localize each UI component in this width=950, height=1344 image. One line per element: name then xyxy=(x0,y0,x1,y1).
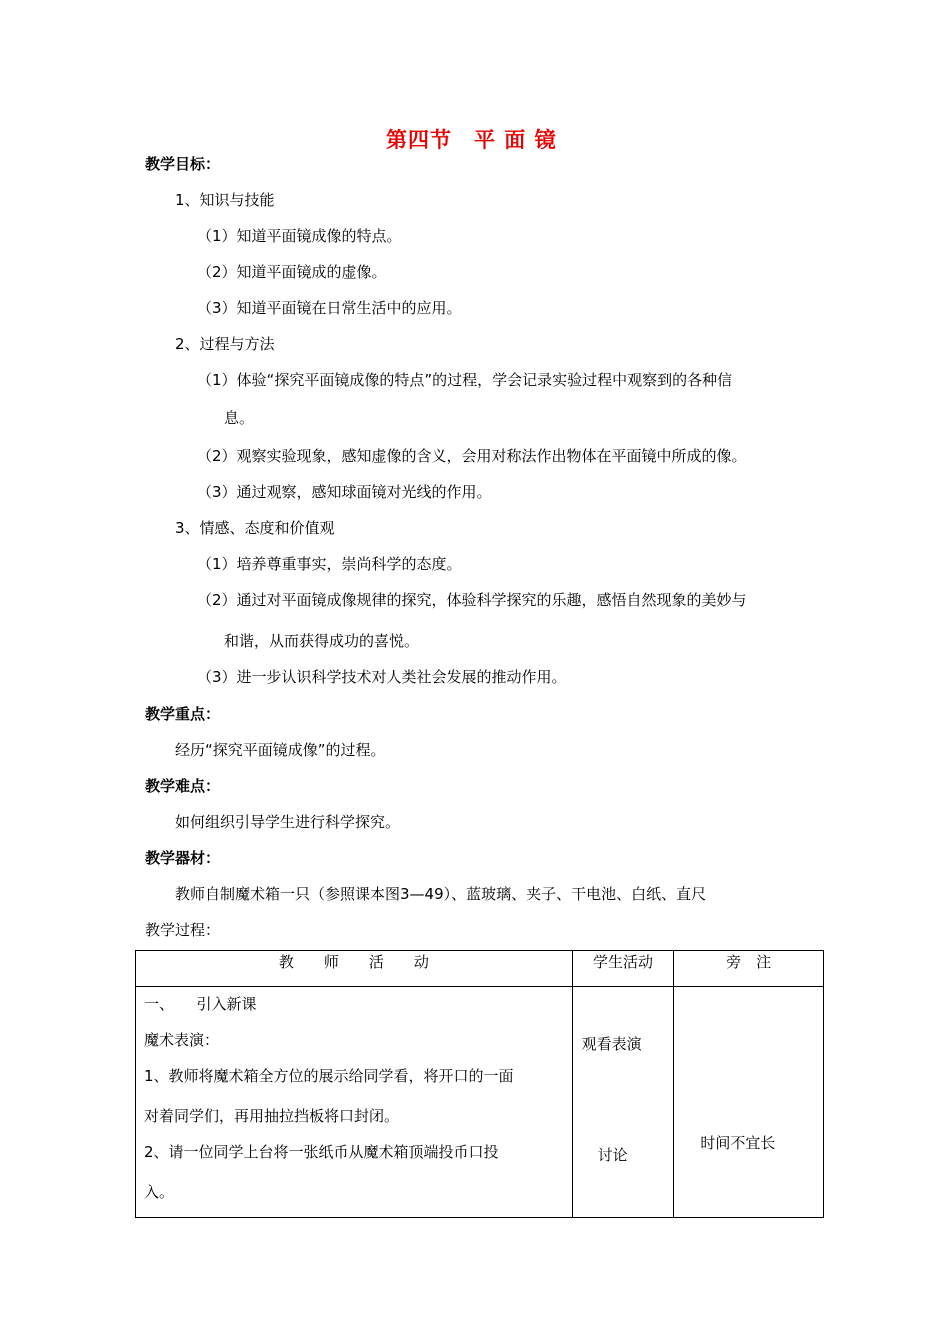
table-row xyxy=(136,987,824,1218)
note-cell xyxy=(674,987,824,1218)
objective-item: （2）知道平面镜成的虚像。 xyxy=(197,263,387,281)
section-knowledge: 1、知识与技能 xyxy=(175,191,275,209)
teacher-line: 魔术表演： xyxy=(144,1031,220,1049)
section-process: 2、过程与方法 xyxy=(175,335,275,353)
teacher-activity-cell xyxy=(136,987,573,1218)
teacher-line: 2、请一位同学上台将一张纸币从魔术箱顶端投币口投 xyxy=(144,1143,499,1161)
objective-item: （3）知道平面镜在日常生活中的应用。 xyxy=(197,299,462,317)
materials-text: 教师自制魔术箱一只（参照课本图3—49）、蓝玻璃、夹子、干电池、白纸、直尺 xyxy=(175,885,707,903)
process-table xyxy=(135,950,824,1218)
note-header: 旁 注 xyxy=(674,951,824,987)
key-point-heading: 教学重点： xyxy=(145,705,221,723)
objective-item: （2）观察实验现象，感知虚像的含义，会用对称法作出物体在平面镜中所成的像。 xyxy=(197,447,747,465)
process-label: 教学过程： xyxy=(145,921,221,939)
difficulty-text: 如何组织引导学生进行科学探究。 xyxy=(175,813,401,831)
student-activity-header: 学生活动 xyxy=(572,951,674,987)
objective-item-continued: 息。 xyxy=(224,409,255,427)
objective-item-continued: 和谐，从而获得成功的喜悦。 xyxy=(224,632,420,650)
teacher-line: 一、 引入新课 xyxy=(144,995,257,1013)
student-line: 观看表演 xyxy=(581,1035,642,1053)
objective-item: （2）通过对平面镜成像规律的探究，体验科学探究的乐趣，感悟自然现象的美妙与 xyxy=(197,591,747,609)
page-title: 第四节 平 面 镜 xyxy=(386,128,557,152)
difficulty-heading: 教学难点： xyxy=(145,777,221,795)
teacher-line: 对着同学们，再用抽拉挡板将口封闭。 xyxy=(144,1107,400,1125)
key-point-text: 经历“探究平面镜成像”的过程。 xyxy=(175,741,386,759)
materials-heading: 教学器材： xyxy=(145,849,221,867)
teacher-line: 入。 xyxy=(144,1183,175,1201)
student-activity-cell xyxy=(572,987,674,1218)
objectives-heading: 教学目标： xyxy=(145,155,221,173)
student-line: 讨论 xyxy=(597,1146,628,1164)
teacher-line: 1、教师将魔术箱全方位的展示给同学看，将开口的一面 xyxy=(144,1067,514,1085)
note-text: 时间不宜长 xyxy=(700,1134,776,1152)
objective-item: （1）知道平面镜成像的特点。 xyxy=(197,227,402,245)
section-attitude: 3、情感、态度和价值观 xyxy=(175,519,335,537)
teacher-activity-header: 教 师 活 动 xyxy=(136,951,573,987)
table-header-row xyxy=(136,951,824,987)
objective-item: （1）体验“探究平面镜成像的特点”的过程，学会记录实验过程中观察到的各种信 xyxy=(197,371,733,389)
objective-item: （3）进一步认识科学技术对人类社会发展的推动作用。 xyxy=(197,668,567,686)
objective-item: （3）通过观察，感知球面镜对光线的作用。 xyxy=(197,483,492,501)
objective-item: （1）培养尊重事实，崇尚科学的态度。 xyxy=(197,555,462,573)
